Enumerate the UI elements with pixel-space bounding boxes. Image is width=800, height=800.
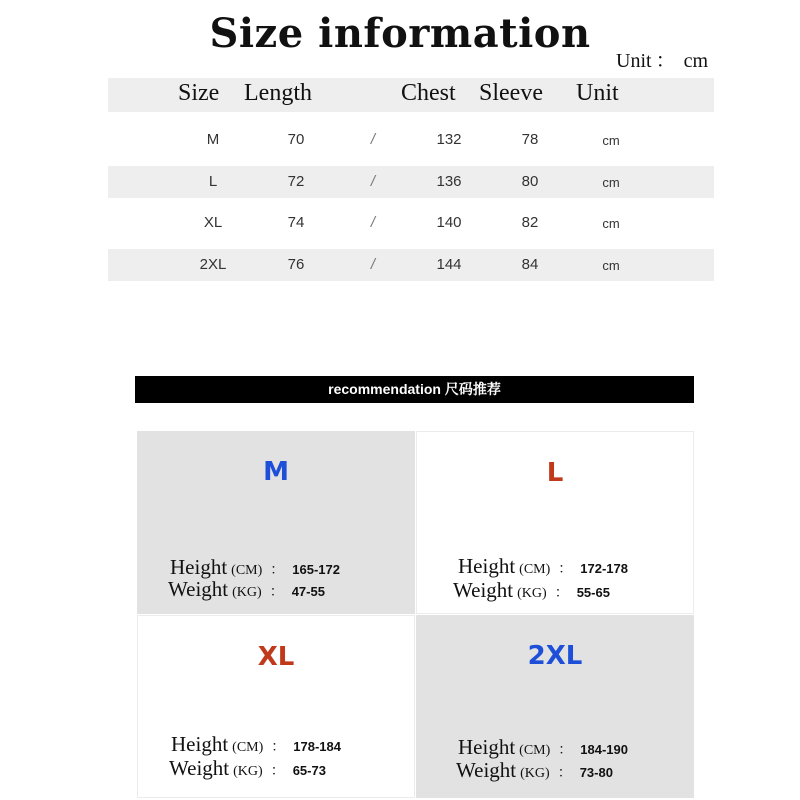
- weight-unit: (KG): [517, 586, 547, 601]
- weight-unit: (KG): [233, 764, 263, 779]
- weight-line: [168, 577, 325, 602]
- header-sleeve: Sleeve: [479, 80, 543, 106]
- cell-sleeve: 78: [521, 131, 539, 148]
- height-label: Height: [170, 555, 228, 579]
- weight-line: [169, 756, 326, 781]
- colon: ：: [557, 764, 572, 780]
- cell-unit: cm: [602, 258, 620, 273]
- height-unit: (CM): [519, 562, 551, 577]
- recommendation-grid: [137, 431, 694, 799]
- size-card-xl: [137, 615, 415, 798]
- cell-length: 76: [287, 256, 305, 273]
- cell-shoulder: /: [370, 214, 376, 231]
- cell-size: L: [208, 173, 218, 190]
- cell-sleeve: 80: [521, 173, 539, 190]
- height-unit: (CM): [519, 743, 551, 758]
- cell-shoulder: /: [370, 256, 376, 273]
- cell-unit: cm: [602, 216, 620, 231]
- weight-unit: (KG): [232, 585, 262, 600]
- height-range: 165-172: [292, 562, 340, 577]
- height-unit: (CM): [231, 563, 263, 578]
- cell-size: 2XL: [199, 256, 227, 273]
- colon: ：: [269, 583, 284, 599]
- recommendation-banner: recommendation 尺码推荐: [135, 376, 694, 403]
- cell-unit: cm: [602, 175, 620, 190]
- colon: ：: [270, 561, 285, 577]
- colon: ：: [270, 762, 285, 778]
- cell-length: 70: [287, 131, 305, 148]
- height-label: Height: [171, 732, 229, 756]
- weight-label: Weight: [453, 578, 514, 602]
- height-unit: (CM): [232, 740, 264, 755]
- cell-chest: 136: [436, 173, 462, 190]
- weight-unit: (KG): [520, 766, 550, 781]
- cell-size: M: [206, 131, 220, 148]
- header-unit: Unit: [576, 80, 619, 106]
- weight-label: Weight: [456, 758, 517, 782]
- height-line: [458, 735, 628, 760]
- cell-unit: cm: [602, 133, 620, 148]
- cell-sleeve: 82: [521, 214, 539, 231]
- page-title: Size information: [209, 10, 591, 57]
- unit-note-value: cm: [683, 50, 708, 72]
- height-range: 184-190: [580, 742, 628, 757]
- header-chest: Chest: [401, 80, 456, 106]
- weight-range: 73-80: [579, 765, 613, 780]
- height-line: [458, 554, 628, 579]
- height-range: 178-184: [293, 739, 341, 754]
- colon: ：: [558, 741, 573, 757]
- colon: ：: [271, 738, 286, 754]
- weight-label: Weight: [168, 577, 229, 601]
- size-label: XL: [257, 642, 295, 672]
- colon: ：: [554, 584, 569, 600]
- height-label: Height: [458, 735, 516, 759]
- size-card-m: [137, 431, 415, 614]
- cell-sleeve: 84: [521, 256, 539, 273]
- height-line: [171, 732, 341, 757]
- cell-chest: 144: [436, 256, 462, 273]
- weight-label: Weight: [169, 756, 230, 780]
- size-label: L: [546, 458, 564, 488]
- weight-range: 65-73: [292, 763, 326, 778]
- header-length: Length: [244, 80, 312, 106]
- cell-length: 72: [287, 173, 305, 190]
- unit-note: [616, 44, 708, 73]
- cell-length: 74: [287, 214, 305, 231]
- header-size: Size: [178, 80, 220, 106]
- weight-line: [453, 578, 610, 603]
- size-label: 2XL: [527, 641, 583, 671]
- weight-range: 47-55: [291, 584, 325, 599]
- cell-shoulder: /: [370, 131, 376, 148]
- unit-note-label: Unit: [616, 50, 652, 72]
- cell-chest: 132: [436, 131, 462, 148]
- size-label: M: [263, 457, 289, 487]
- unit-note-colon: ：: [655, 50, 676, 72]
- cell-size: XL: [203, 214, 223, 231]
- weight-line: [456, 758, 613, 783]
- height-range: 172-178: [580, 561, 628, 576]
- cell-shoulder: /: [370, 173, 376, 190]
- height-label: Height: [458, 554, 516, 578]
- size-card-2xl: [416, 615, 694, 798]
- colon: ：: [558, 560, 573, 576]
- size-card-l: [416, 431, 694, 614]
- weight-range: 55-65: [576, 585, 610, 600]
- cell-chest: 140: [436, 214, 462, 231]
